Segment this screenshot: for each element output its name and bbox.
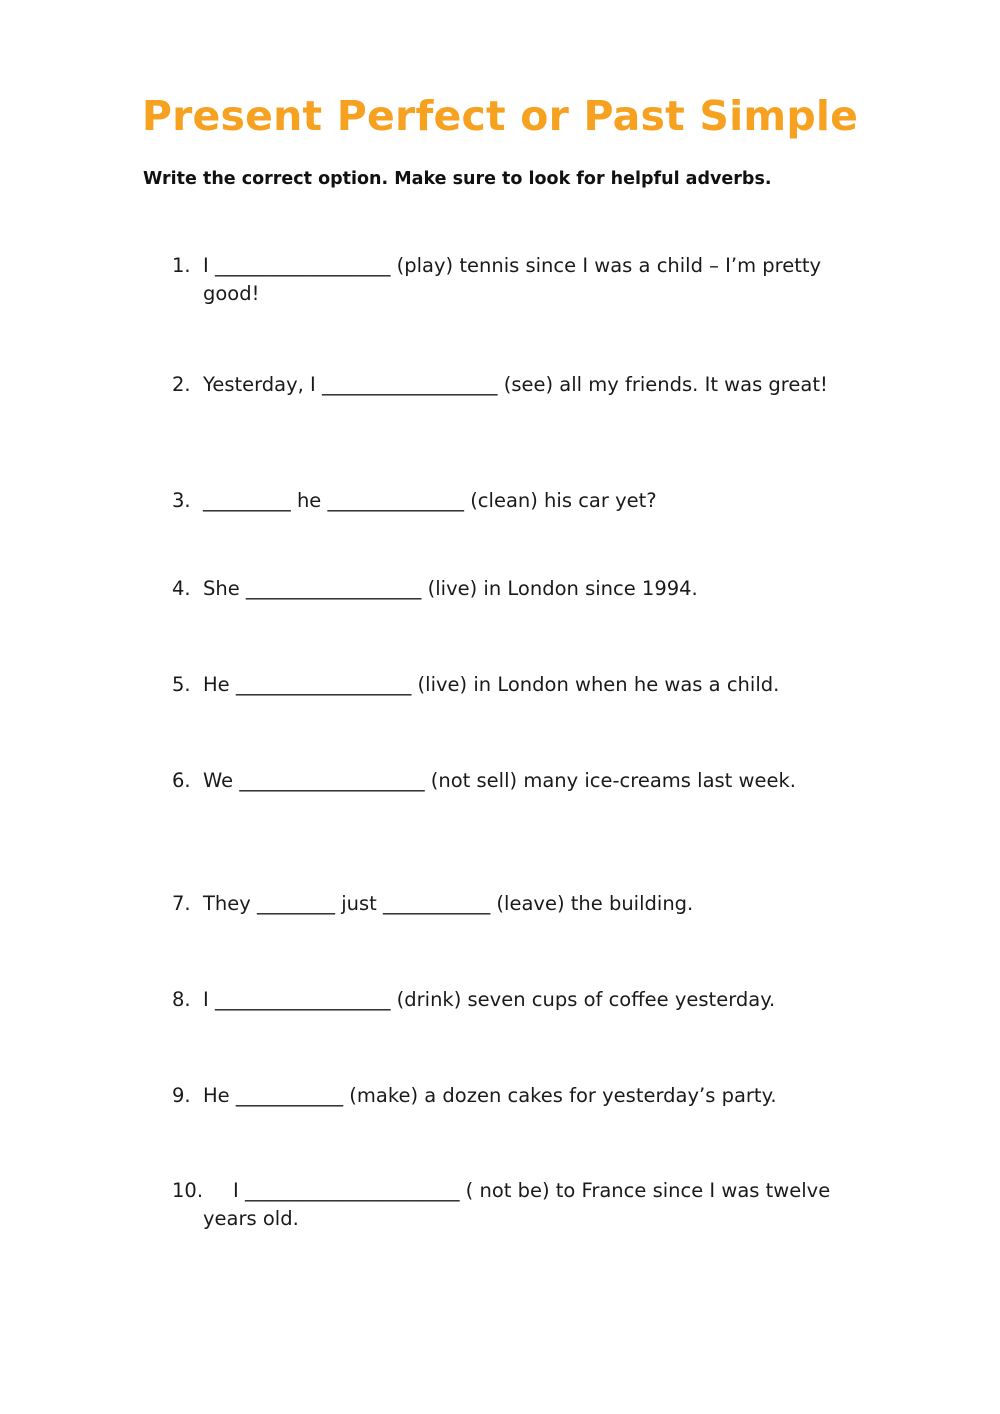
item-number: 6. xyxy=(172,769,191,792)
exercise-item-1 xyxy=(172,252,872,308)
exercise-item-5 xyxy=(172,671,872,699)
item-sentence: I __________________ (drink) seven cups of coffee yesterday. xyxy=(203,988,776,1011)
item-number: 2. xyxy=(172,373,191,396)
item-number: 4. xyxy=(172,577,191,600)
item-number: 7. xyxy=(172,892,191,915)
item-number: 3. xyxy=(172,489,191,512)
item-sentence: They ________ just ___________ (leave) the building. xyxy=(203,892,694,915)
exercise-item-2 xyxy=(172,371,872,399)
item-sentence: _________ he ______________ (clean) his car yet? xyxy=(203,489,657,512)
item-number: 8. xyxy=(172,988,191,1011)
exercise-item-7 xyxy=(172,890,872,918)
item-sentence: She __________________ (live) in London since 1994. xyxy=(203,577,698,600)
exercise-item-8 xyxy=(172,986,872,1014)
exercise-item-3 xyxy=(172,487,872,515)
item-sentence: He ___________ (make) a dozen cakes for yesterday’s party. xyxy=(203,1084,777,1107)
exercise-item-10 xyxy=(172,1177,872,1233)
item-sentence: He __________________ (live) in London when he was a child. xyxy=(203,673,780,696)
item-number: 9. xyxy=(172,1084,191,1107)
item-sentence: We ___________________ (not sell) many ice-creams last week. xyxy=(203,769,796,792)
item-number: 10. xyxy=(172,1179,204,1202)
exercise-item-9 xyxy=(172,1082,872,1110)
item-sentence: Yesterday, I __________________ (see) all my friends. It was great! xyxy=(203,373,828,396)
exercise-item-6 xyxy=(172,767,872,795)
instruction-text: Write the correct option. Make sure to look for helpful adverbs. xyxy=(143,169,772,189)
item-number: 5. xyxy=(172,673,191,696)
item-number: 1. xyxy=(172,254,191,277)
exercise-item-4 xyxy=(172,575,872,603)
item-sentence: I __________________ (play) tennis since I was a child – I’m pretty good! xyxy=(203,254,828,305)
page-title: Present Perfect or Past Simple xyxy=(141,92,859,140)
item-sentence: I ______________________ ( not be) to France since I was twelve years old. xyxy=(203,1179,837,1230)
